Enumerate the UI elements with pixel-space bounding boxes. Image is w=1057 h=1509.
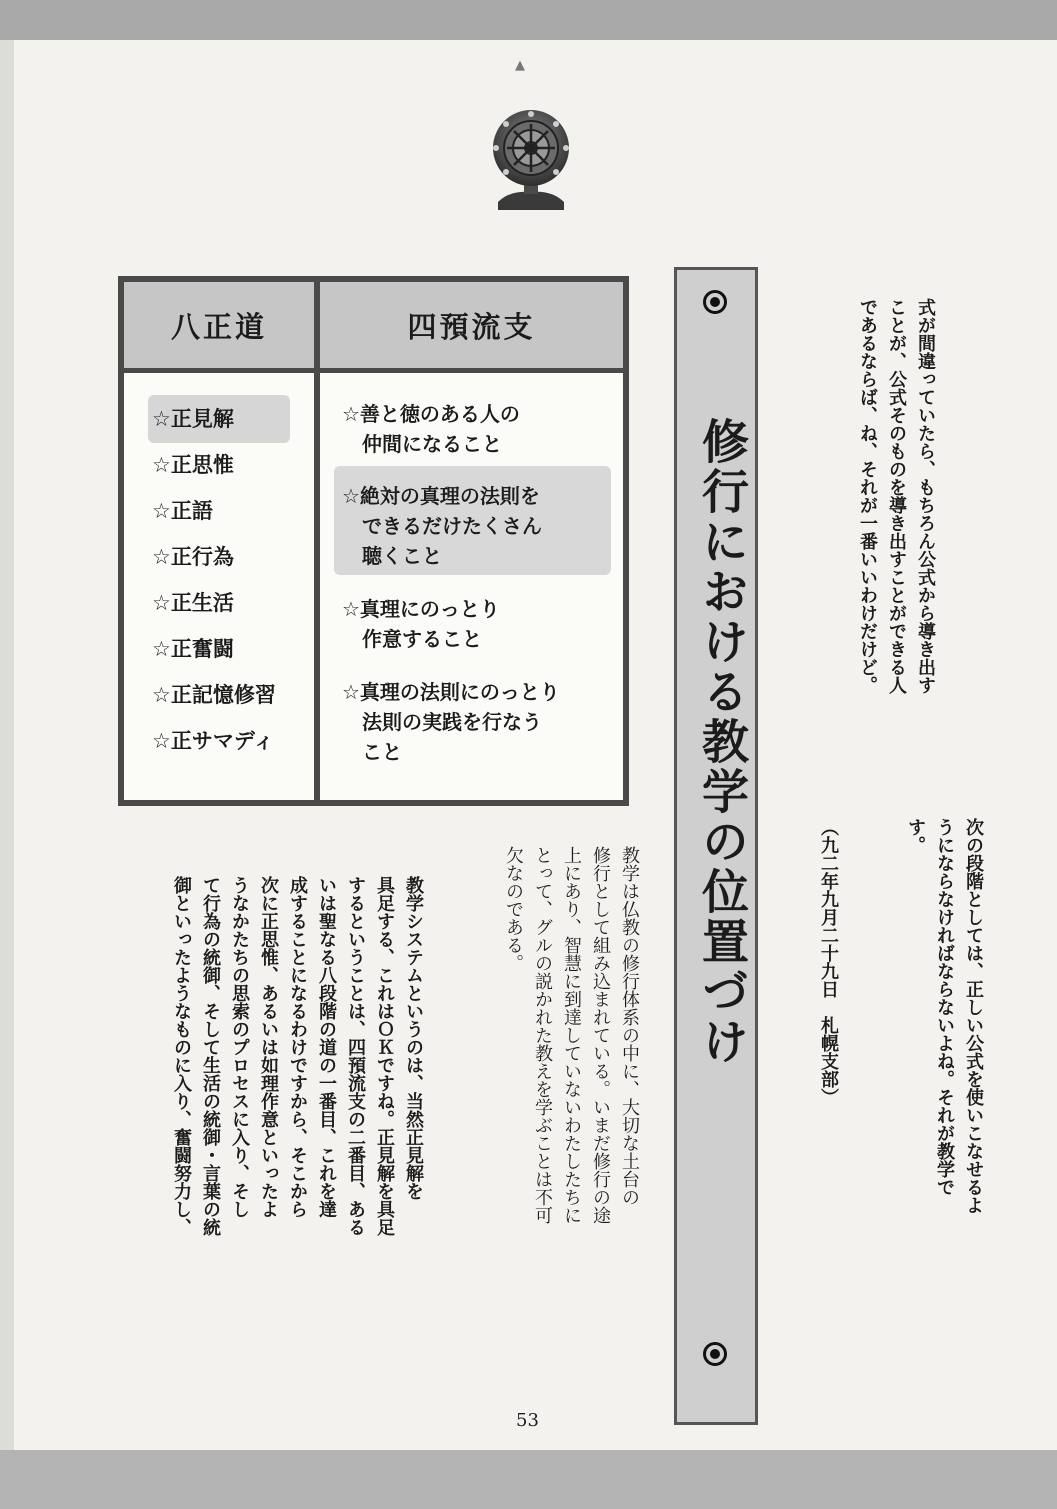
path-item: ☆正語 <box>152 499 213 523</box>
dialogue-upper: 式が間違っていたら、もちろん公式から導き出す ことが、公式そのものを導き出すことができる人 であるならば、ね、それが一番いいわけだけど。 <box>857 298 936 694</box>
eightfold-path-column <box>124 282 314 800</box>
factor-line: 法則の実践を行なう <box>362 710 542 734</box>
path-item: ☆正見解 <box>152 407 234 431</box>
factor-item-2 <box>342 481 614 571</box>
comparison-table <box>118 276 629 806</box>
factor-line: ☆真理の法則にのっとり <box>342 680 560 704</box>
path-item: ☆正行為 <box>152 545 234 569</box>
path-item: ☆正サマディ <box>152 729 275 753</box>
factor-line: 仲間になること <box>362 432 502 456</box>
factor-item-4 <box>342 677 614 767</box>
factor-item-1 <box>342 399 614 459</box>
four-factors-header: 四預流支 <box>320 282 623 373</box>
essay-paragraph: 教学は仏教の修行体系の中に、大切な土台の 修行として組み込まれている。いまだ修行の途 上にあり、智慧に到達していないわたしたちに とって、グルの説かれた教えを学ぶことは不可 欠なのである。 <box>503 846 640 1224</box>
path-item: ☆正思惟 <box>152 453 234 477</box>
path-item: ☆正奮闘 <box>152 637 234 661</box>
path-item: ☆正生活 <box>152 591 234 615</box>
factor-line: ☆善と徳のある人の <box>342 402 520 426</box>
factor-line: 聴くこと <box>362 544 442 568</box>
commentary-paragraph: 教学システムというのは、当然正見解を 具足する、これはＯＫですね。正見解を具足 するということは、四預流支の二番目、ある いは聖なる八段階の道の一番目、これを達 成することになるわけですから、そこから 次に正思惟、あるいは如理作意といったよ うなかたちの思索のプロセスに入り、そし て行為の統御、そして生活の統御・言葉の統 御といったようなものに入り、奮闘努力し、 <box>171 876 424 1236</box>
scan-bottom-band <box>0 1450 1057 1509</box>
scan-top-band <box>0 0 1057 40</box>
dialogue-lower: 次の段階としては、正しい公式を使いこなせるよ うにならなければならないよね。それが教学で す。 （九二年九月二十九日 札幌支部） <box>818 818 984 1214</box>
bullseye-icon <box>703 290 727 314</box>
page-number: 53 <box>516 1410 539 1431</box>
factor-line: 作意すること <box>362 627 482 651</box>
binding-gutter <box>0 40 14 1450</box>
four-factors-column <box>320 282 623 800</box>
title-banner <box>674 267 758 1425</box>
factor-line: ☆絶対の真理の法則を <box>342 484 540 508</box>
eightfold-path-header: 八正道 <box>124 282 314 373</box>
top-mark: ▲ <box>515 58 525 73</box>
factor-item-3 <box>342 594 614 654</box>
bullseye-icon <box>703 1342 727 1366</box>
path-item: ☆正記憶修習 <box>152 683 276 707</box>
factor-line: できるだけたくさん <box>362 514 542 538</box>
factor-line: ☆真理にのっとり <box>342 597 500 621</box>
page-title: 修行における教学の位置づけ <box>694 417 749 1067</box>
factor-line: こと <box>362 740 402 764</box>
dharma-wheel-icon <box>490 106 572 212</box>
